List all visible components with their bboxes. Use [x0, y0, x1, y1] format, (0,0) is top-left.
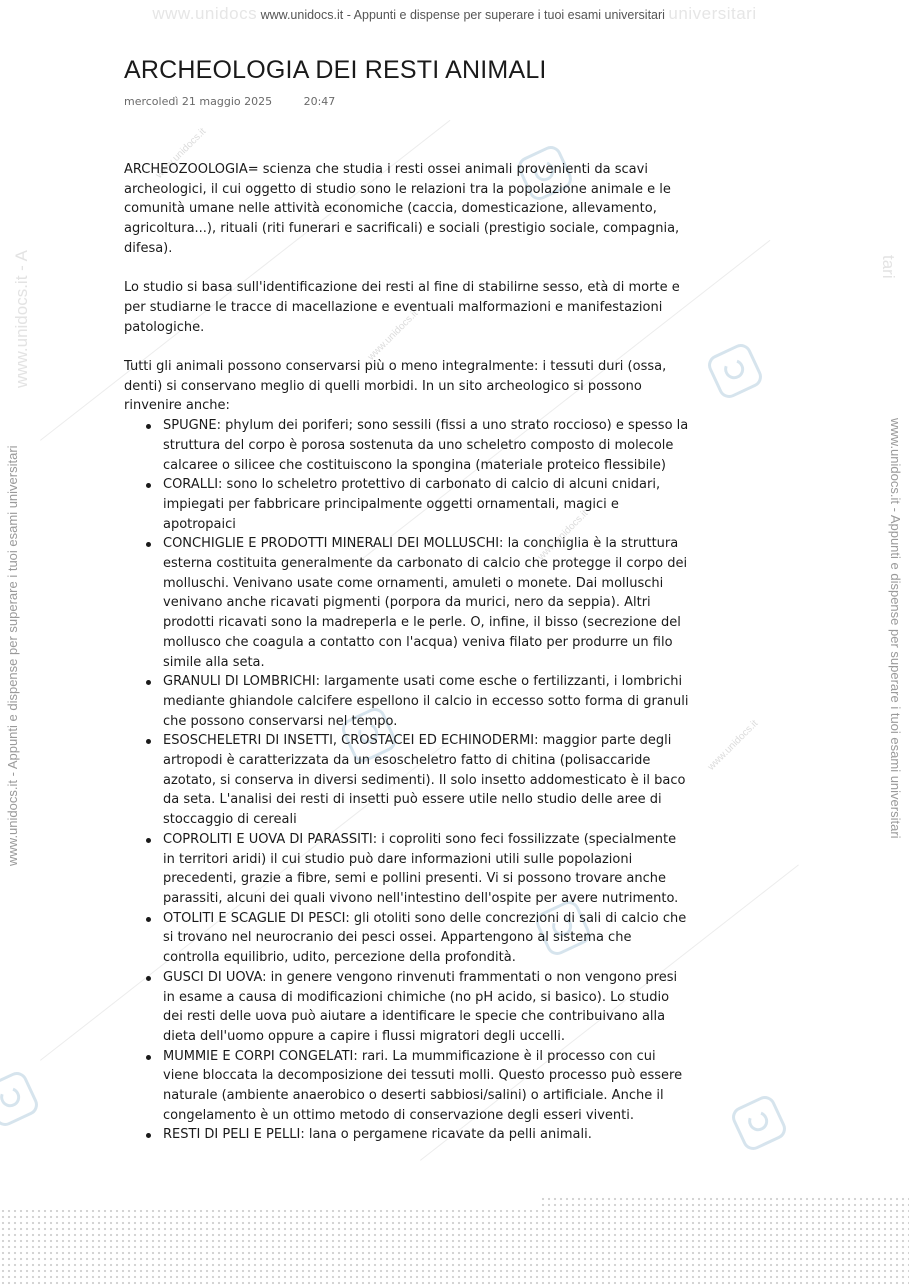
paragraph-study: Lo studio si basa sull'identificazione dei resti al fine di stabilirne sesso, età di morte e per studiarne le tracce di macellazione e eventuali malformazioni e manifestazioni patologiche. [124, 280, 680, 335]
watermark-diagonal-text: www.unidocs.it [535, 508, 591, 563]
list-item: RESTI DI PELI E PELLI: lana o pergamene ricavate da pelli animali. [163, 1125, 690, 1145]
remains-list [124, 416, 690, 1145]
watermark-diagonal-text: www.unidocs.it [365, 308, 421, 363]
watermark-diagonal-text: www.unidocs.it [705, 718, 761, 773]
watermark-side-ghost-left: www.unidocs.it - A [12, 250, 31, 388]
list-item: CORALLI: sono lo scheletro protettivo di carbonato di calcio di alcuni cnidari, impiegati per fabbricare principalmente oggetti ornamentali, magici e apotropaici [163, 475, 690, 534]
list-item: CONCHIGLIE E PRODOTTI MINERALI DEI MOLLUSCHI: la conchiglia è la struttura esterna costituita generalmente da carbonato di calcio che protegge il corpo dei molluschi. Venivano usate come ornamenti, amuleti o monete. Dai molluschi venivano anche ricavati pigmenti (porpora da murici, nero da seppia). Altri prodotti ricavati sono la madreperla e le perle. O, infine, il bisso (secrezione del mollusco che coagula a contatto con l'acqua) veniva filato per produrre un filo simile alla seta. [163, 534, 690, 672]
list-item: SPUGNE: phylum dei poriferi; sono sessili (fissi a uno strato roccioso) e spesso la struttura del corpo è porosa sostenuta da uno scheletro composto di molecole calcaree o silicee che costituiscono la spongina (materiale proteico flessibile) [163, 416, 690, 475]
list-item: ESOSCHELETRI DI INSETTI, CROSTACEI ED ECHINODERMI: maggior parte degli artropodi è caratterizzata da un esoscheletro fatto di chitina (polisaccaride azotato, si conserva in diversi sedimenti). Il solo insetto addomesticato è il baco da seta. L'analisi dei resti di insetti può essere utile nello studio delle aree di stoccaggio di cereali [163, 731, 690, 830]
list-item: MUMMIE E CORPI CONGELATI: rari. La mummificazione è il processo con cui viene bloccata la decomposizione dei tessuti molli. Questo processo può essere naturale (ambiente anaerobico o deserti sabbiosi/salini) o artificiale. Anche il congelamento è un ottimo metodo di conservazione degli esseri viventi. [163, 1047, 690, 1126]
watermark-top-banner [0, 4, 909, 24]
watermark-logo-icon [728, 1092, 789, 1153]
watermark-side-left: www.unidocs.it - Appunti e dispense per superare i tuoi esami universitari [5, 445, 20, 866]
watermark-diagonal-text: www.unidocs.it [153, 126, 209, 181]
note-metadata [124, 95, 335, 108]
paragraph-definition: ARCHEOZOOLOGIA= scienza che studia i resti ossei animali provenienti da scavi archeologici, il cui oggetto di studio sono le relazioni tra la popolazione animale e le comunità umane nelle attività economiche (caccia, domesticazione, allevamento, agricoltura...), rituali (riti funerari e sacrificali) e sociali (prestigio sociale, compagnia, difesa). [124, 162, 680, 256]
watermark-side-right: www.unidocs.it - Appunti e dispense per superare i tuoi esami universitari [888, 418, 903, 839]
list-item: OTOLITI E SCAGLIE DI PESCI: gli otoliti sono delle concrezioni di sali di calcio che si trovano nel neurocranio dei pesci ossei. Appartengono al sistema che controlla equilibrio, udito, percezione della profondità. [163, 909, 690, 968]
watermark-logo-icon [704, 340, 765, 401]
page-title: ARCHEOLOGIA DEI RESTI ANIMALI [124, 56, 547, 84]
note-time: 20:47 [303, 95, 336, 108]
watermark-banner-text: www.unidocs.it - Appunti e dispense per superare i tuoi esami universitari [260, 8, 665, 22]
paragraph-conservation: Tutti gli animali possono conservarsi più o meno integralmente: i tessuti duri (ossa, denti) si conservano meglio di quelli morbidi. In un sito archeologico si possono rinvenire anche: [124, 359, 667, 414]
watermark-side-ghost-right: tari [879, 255, 898, 279]
watermark-logo-icon [0, 1068, 42, 1129]
watermark-ghost-right: universitari [668, 4, 757, 23]
list-item: GRANULI DI LOMBRICHI: largamente usati come esche o fertilizzanti, i lombrichi mediante ghiandole calcifere espellono il calcio in eccesso sotto forma di granuli che possono conservarsi nel tempo. [163, 672, 690, 731]
watermark-ghost-left: www.unidocs [152, 4, 258, 23]
note-body [124, 160, 690, 1145]
list-item: GUSCI DI UOVA: in genere vengono rinvenuti frammentati o non vengono presi in esame a causa di modificazioni chimiche (no pH acido, si basico). Lo studio dei resti delle uova può aiutare a identificare le specie che contribuivano alla dieta dell'uomo oppure a capire i flussi migratori degli uccelli. [163, 968, 690, 1047]
list-item: COPROLITI E UOVA DI PARASSITI: i coproliti sono feci fossilizzate (specialmente in territori aridi) il cui studio può dare informazioni utili sulle popolazioni precedenti, grazie a fibre, semi e pollini presenti. Vi si possono trovare anche parassiti, alcuni dei quali vivono nell'intestino dell'ospite per avere nutrimento. [163, 830, 690, 909]
dotted-footer-fade [0, 1196, 540, 1210]
note-date: mercoledì 21 maggio 2025 [124, 95, 273, 108]
